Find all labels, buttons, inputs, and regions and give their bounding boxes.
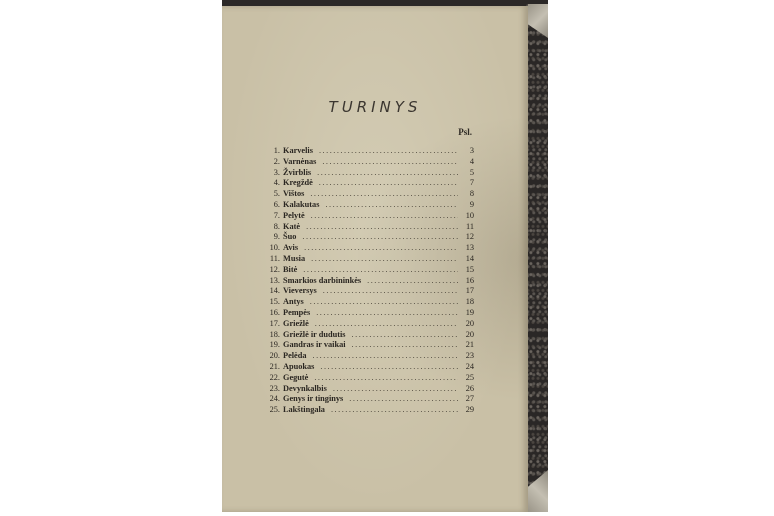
toc-entry-leader-dots xyxy=(319,178,458,187)
toc-entry-leader-dots xyxy=(315,319,458,328)
toc-entry-leader-dots xyxy=(333,384,458,393)
toc-entry-title: Vištos xyxy=(283,189,305,199)
toc-entry-title: Varnėnas xyxy=(283,156,317,166)
toc-entry-number: 1. xyxy=(273,146,280,155)
toc-entry-page: 21 xyxy=(465,340,474,350)
toc-entry xyxy=(266,308,474,319)
toc-entry-number: 15. xyxy=(269,297,280,307)
toc-entry-leader-dots xyxy=(352,340,458,349)
toc-entry xyxy=(266,362,474,373)
toc-entry-page: 15 xyxy=(465,264,474,274)
toc-entry-page: 3 xyxy=(469,146,474,155)
toc-entry-page: 23 xyxy=(465,351,474,361)
toc-entry xyxy=(266,297,474,308)
toc-entry-title: Gegutė xyxy=(283,372,309,382)
toc-entry-number: 16. xyxy=(269,307,280,317)
toc-entry xyxy=(266,200,474,211)
toc-entry-page: 27 xyxy=(465,394,474,404)
toc-entry-title: Bitė xyxy=(283,264,298,274)
toc-entry-title: Antys xyxy=(283,297,304,307)
toc-entry-number: 5. xyxy=(273,189,280,199)
toc-entry-page: 13 xyxy=(465,243,474,253)
toc-entry-page: 24 xyxy=(465,361,474,371)
toc-entry-leader-dots xyxy=(323,286,458,295)
toc-entry xyxy=(266,394,474,405)
toc-entry-page: 17 xyxy=(465,286,474,296)
toc-entry-leader-dots xyxy=(310,189,458,198)
toc-entry xyxy=(266,254,474,265)
book-page xyxy=(222,6,528,512)
toc-entry-page: 12 xyxy=(465,232,474,242)
toc-entry-page: 26 xyxy=(465,383,474,393)
toc-entry-number: 23. xyxy=(269,383,280,393)
toc-entry-title: Kalakutas xyxy=(283,199,320,209)
toc-entry xyxy=(266,222,474,233)
toc-entry-leader-dots xyxy=(367,276,458,285)
toc-entry-page: 7 xyxy=(469,178,474,188)
toc-entry-number: 2. xyxy=(273,156,280,166)
toc-entry-title: Karvelis xyxy=(283,146,313,155)
toc-entry-page: 20 xyxy=(465,329,474,339)
toc-entry xyxy=(266,211,474,222)
toc-entry-leader-dots xyxy=(314,373,458,382)
toc-entry-number: 8. xyxy=(273,221,280,231)
toc-entry-title: Griežlė xyxy=(283,318,309,328)
toc-entry xyxy=(266,330,474,341)
toc-entry-leader-dots xyxy=(322,157,458,166)
toc-entry-leader-dots xyxy=(316,308,458,317)
table-of-contents xyxy=(266,146,474,416)
toc-entry-leader-dots xyxy=(352,330,458,339)
toc-entry-page: 14 xyxy=(465,253,474,263)
toc-entry xyxy=(266,384,474,395)
toc-entry-title: Griežlė ir dudutis xyxy=(283,329,346,339)
toc-entry-page: 11 xyxy=(466,221,474,231)
toc-entry-title: Pelėda xyxy=(283,351,307,361)
toc-entry-page: 20 xyxy=(465,318,474,328)
toc-entry-number: 20. xyxy=(269,351,280,361)
toc-entry-number: 19. xyxy=(269,340,280,350)
toc-entry-number: 24. xyxy=(269,394,280,404)
toc-entry-number: 25. xyxy=(269,405,280,415)
toc-entry-title: Smarkios darbininkės xyxy=(283,275,362,285)
toc-entry-leader-dots xyxy=(303,265,458,274)
toc-entry xyxy=(266,373,474,384)
toc-entry xyxy=(266,157,474,168)
toc-entry-title: Avis xyxy=(283,243,299,253)
toc-entry xyxy=(266,146,474,157)
toc-entry-leader-dots xyxy=(331,405,458,414)
toc-entry-number: 7. xyxy=(273,210,280,220)
toc-entry-leader-dots xyxy=(306,222,458,231)
toc-entry-leader-dots xyxy=(349,394,458,403)
toc-entry-leader-dots xyxy=(320,362,458,371)
toc-entry-leader-dots xyxy=(319,146,458,155)
toc-entry-number: 12. xyxy=(269,264,280,274)
toc-entry-page: 8 xyxy=(469,189,474,199)
toc-entry-leader-dots xyxy=(317,168,458,177)
toc-entry-number: 21. xyxy=(269,361,280,371)
toc-entry xyxy=(266,178,474,189)
toc-entry xyxy=(266,243,474,254)
toc-entry-number: 11. xyxy=(269,253,280,263)
toc-entry-leader-dots xyxy=(325,200,458,209)
toc-entry xyxy=(266,276,474,287)
toc-entry-title: Katė xyxy=(283,221,301,231)
toc-entry-page: 5 xyxy=(469,167,474,177)
toc-entry-number: 4. xyxy=(273,178,280,188)
toc-entry-leader-dots xyxy=(302,232,458,241)
toc-entry-number: 18. xyxy=(269,329,280,339)
page-column-header: Psl. xyxy=(458,127,472,137)
toc-entry-number: 9. xyxy=(273,232,280,242)
toc-entry-number: 13. xyxy=(269,275,280,285)
toc-entry-number: 17. xyxy=(269,318,280,328)
toc-entry-title: Pelytė xyxy=(283,210,305,220)
toc-entry xyxy=(266,168,474,179)
toc-entry-title: Musia xyxy=(283,253,306,263)
toc-entry-title: Pempės xyxy=(283,307,311,317)
toc-entry xyxy=(266,265,474,276)
toc-entry-title: Lakštingala xyxy=(283,405,325,415)
toc-entry-number: 6. xyxy=(273,199,280,209)
toc-entry xyxy=(266,351,474,362)
toc-entry-title: Apuokas xyxy=(283,361,315,371)
toc-entry-leader-dots xyxy=(313,351,458,360)
toc-entry-leader-dots xyxy=(310,297,458,306)
toc-entry xyxy=(266,286,474,297)
toc-entry-number: 22. xyxy=(269,372,280,382)
toc-entry-title: Genys ir tinginys xyxy=(283,394,344,404)
toc-entry-title: Devynkalbis xyxy=(283,383,327,393)
book-cover-edge xyxy=(526,4,548,512)
toc-entry-number: 10. xyxy=(269,243,280,253)
toc-entry-number: 3. xyxy=(273,167,280,177)
toc-entry-title: Šuo xyxy=(283,232,297,242)
page-title: TURINYS xyxy=(328,98,422,116)
toc-entry-number: 14. xyxy=(269,286,280,296)
toc-entry-title: Vieversys xyxy=(283,286,317,296)
toc-entry-title: Gandras ir vaikai xyxy=(283,340,346,350)
toc-entry-page: 16 xyxy=(465,275,474,285)
toc-entry-page: 18 xyxy=(465,297,474,307)
toc-entry-page: 9 xyxy=(469,199,474,209)
toc-entry xyxy=(266,319,474,330)
toc-entry-title: Žvirblis xyxy=(283,167,312,177)
toc-entry xyxy=(266,405,474,416)
toc-entry-leader-dots xyxy=(311,254,458,263)
toc-entry-page: 4 xyxy=(469,156,474,166)
toc-entry-page: 19 xyxy=(465,307,474,317)
toc-entry xyxy=(266,189,474,200)
toc-entry-leader-dots xyxy=(304,243,458,252)
toc-entry xyxy=(266,340,474,351)
toc-entry-page: 25 xyxy=(465,372,474,382)
toc-entry-title: Kregždė xyxy=(283,178,313,188)
toc-entry-page: 10 xyxy=(465,210,474,220)
toc-entry-leader-dots xyxy=(311,211,458,220)
toc-entry xyxy=(266,232,474,243)
toc-entry-page: 29 xyxy=(465,405,474,415)
